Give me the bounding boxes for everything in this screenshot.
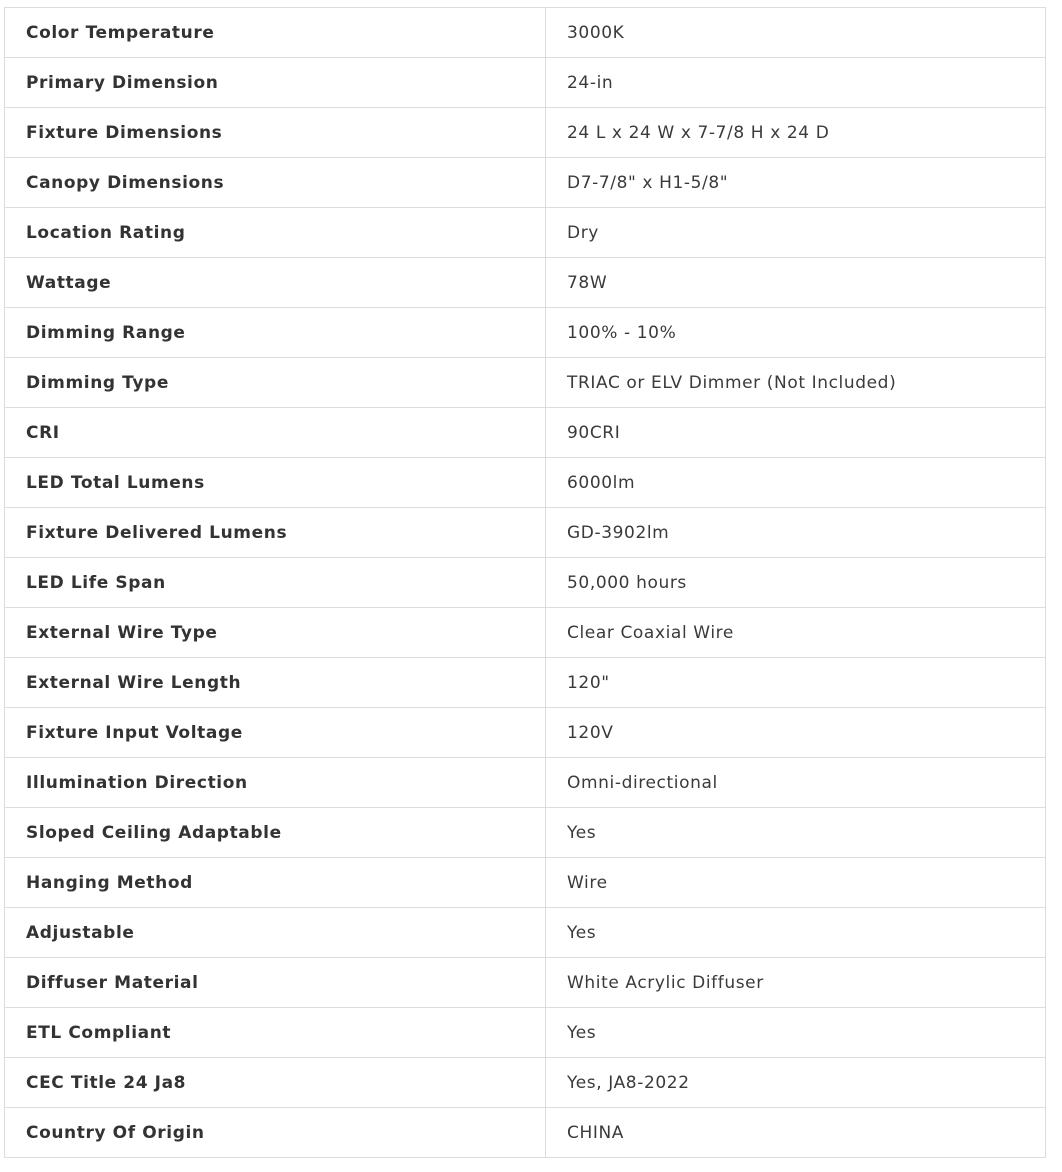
spec-row: [5, 458, 1046, 508]
spec-value: TRIAC or ELV Dimmer (Not Included): [546, 358, 1046, 408]
spec-row: [5, 8, 1046, 58]
spec-row: [5, 958, 1046, 1008]
spec-value: 24 L x 24 W x 7-7/8 H x 24 D: [546, 108, 1046, 158]
spec-label: Adjustable: [5, 908, 546, 958]
spec-label: Location Rating: [5, 208, 546, 258]
spec-row: [5, 258, 1046, 308]
spec-row: [5, 608, 1046, 658]
spec-row: [5, 858, 1046, 908]
spec-label: Dimming Range: [5, 308, 546, 358]
spec-row: [5, 58, 1046, 108]
spec-label: CRI: [5, 408, 546, 458]
spec-row: [5, 1058, 1046, 1108]
spec-value: Yes: [546, 808, 1046, 858]
spec-row: [5, 308, 1046, 358]
spec-row: [5, 158, 1046, 208]
spec-value: Wire: [546, 858, 1046, 908]
spec-row: [5, 1108, 1046, 1158]
spec-label: ETL Compliant: [5, 1008, 546, 1058]
spec-label: Sloped Ceiling Adaptable: [5, 808, 546, 858]
spec-value: D7-7/8" x H1-5/8": [546, 158, 1046, 208]
spec-value: 3000K: [546, 8, 1046, 58]
spec-row: [5, 108, 1046, 158]
spec-label: Diffuser Material: [5, 958, 546, 1008]
spec-row: [5, 558, 1046, 608]
spec-value: GD-3902lm: [546, 508, 1046, 558]
spec-row: [5, 358, 1046, 408]
spec-row: [5, 808, 1046, 858]
spec-value: Dry: [546, 208, 1046, 258]
spec-value: Yes: [546, 908, 1046, 958]
spec-row: [5, 658, 1046, 708]
spec-value: 120": [546, 658, 1046, 708]
spec-value: Yes: [546, 1008, 1046, 1058]
spec-value: 6000lm: [546, 458, 1046, 508]
spec-label: Fixture Input Voltage: [5, 708, 546, 758]
spec-row: [5, 408, 1046, 458]
spec-row: [5, 708, 1046, 758]
spec-label: Fixture Dimensions: [5, 108, 546, 158]
spec-label: Dimming Type: [5, 358, 546, 408]
spec-label: Fixture Delivered Lumens: [5, 508, 546, 558]
spec-value: 120V: [546, 708, 1046, 758]
spec-row: [5, 1008, 1046, 1058]
spec-label: CEC Title 24 Ja8: [5, 1058, 546, 1108]
spec-label: External Wire Length: [5, 658, 546, 708]
spec-label: Hanging Method: [5, 858, 546, 908]
spec-value: CHINA: [546, 1108, 1046, 1158]
spec-value: Omni-directional: [546, 758, 1046, 808]
spec-value: 90CRI: [546, 408, 1046, 458]
spec-label: Country Of Origin: [5, 1108, 546, 1158]
spec-value: Clear Coaxial Wire: [546, 608, 1046, 658]
spec-value: Yes, JA8-2022: [546, 1058, 1046, 1108]
spec-row: [5, 758, 1046, 808]
spec-label: Primary Dimension: [5, 58, 546, 108]
spec-label: Color Temperature: [5, 8, 546, 58]
spec-value: White Acrylic Diffuser: [546, 958, 1046, 1008]
spec-value: 78W: [546, 258, 1046, 308]
spec-row: [5, 908, 1046, 958]
specifications-table-body: [5, 8, 1046, 1158]
spec-value: 50,000 hours: [546, 558, 1046, 608]
spec-label: External Wire Type: [5, 608, 546, 658]
specifications-table: [4, 7, 1046, 1158]
spec-value: 100% - 10%: [546, 308, 1046, 358]
spec-label: LED Total Lumens: [5, 458, 546, 508]
spec-label: Illumination Direction: [5, 758, 546, 808]
spec-label: Canopy Dimensions: [5, 158, 546, 208]
spec-label: LED Life Span: [5, 558, 546, 608]
spec-label: Wattage: [5, 258, 546, 308]
spec-row: [5, 508, 1046, 558]
spec-row: [5, 208, 1046, 258]
spec-value: 24-in: [546, 58, 1046, 108]
